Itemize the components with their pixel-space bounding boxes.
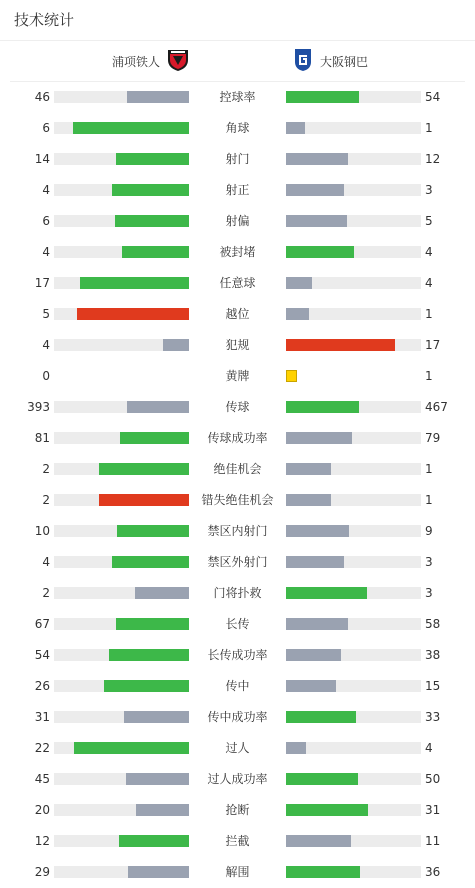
home-bar-fill [163, 339, 189, 351]
home-bar [54, 122, 189, 134]
away-bar [286, 587, 421, 599]
away-value: 79 [425, 431, 441, 445]
gamba-logo-icon [293, 48, 313, 75]
stat-label: 射门 [225, 152, 250, 166]
home-bar [54, 711, 189, 723]
home-bar [54, 184, 189, 196]
away-bar [286, 649, 421, 661]
page-title: 技术统计 [14, 11, 75, 29]
away-value: 11 [425, 834, 441, 848]
away-bar-fill [286, 432, 352, 444]
home-value: 17 [34, 276, 50, 290]
away-bar-fill [286, 246, 354, 258]
stat-label: 过人 [225, 741, 250, 755]
home-team-name: 浦项铁人 [111, 54, 160, 69]
home-value: 10 [34, 524, 50, 538]
away-bar-fill [286, 649, 341, 661]
stat-row [0, 361, 475, 392]
home-value: 5 [42, 307, 50, 321]
away-bar [286, 339, 421, 351]
stat-label: 角球 [225, 121, 250, 135]
stat-label: 传中 [225, 679, 250, 693]
stat-label: 拦截 [225, 834, 250, 848]
away-bar [286, 463, 421, 475]
home-bar-fill [116, 153, 189, 165]
home-bar [54, 618, 189, 630]
stat-label: 射正 [225, 183, 250, 197]
away-bar-fill [286, 866, 360, 878]
away-bar-fill [286, 773, 358, 785]
stat-row [0, 609, 475, 640]
away-bar [286, 618, 421, 630]
away-value: 9 [425, 524, 433, 538]
stat-label: 黄牌 [225, 369, 250, 383]
home-value: 4 [42, 338, 50, 352]
away-bar [286, 215, 421, 227]
home-bar-fill [80, 277, 189, 289]
away-value: 38 [425, 648, 441, 662]
away-value: 1 [425, 462, 433, 476]
home-bar-fill [136, 804, 189, 816]
away-bar [286, 277, 421, 289]
stat-row [0, 702, 475, 733]
home-bar-fill [119, 835, 189, 847]
away-team-name: 大阪钢巴 [320, 54, 369, 69]
away-bar [286, 680, 421, 692]
away-value: 54 [425, 90, 441, 104]
away-bar-fill [286, 153, 348, 165]
stat-row [0, 175, 475, 206]
away-bar [286, 556, 421, 568]
home-value: 0 [42, 369, 50, 383]
away-value: 5 [425, 214, 433, 228]
home-value: 20 [34, 803, 50, 817]
home-bar-fill [74, 742, 189, 754]
away-value: 36 [425, 865, 441, 879]
home-value: 2 [42, 462, 50, 476]
away-bar [286, 401, 421, 413]
away-bar-fill [286, 401, 359, 413]
home-bar-fill [116, 618, 189, 630]
away-bar-fill [286, 308, 309, 320]
home-value: 2 [42, 493, 50, 507]
home-bar-fill [112, 556, 189, 568]
stat-row [0, 764, 475, 795]
home-bar-fill [127, 401, 189, 413]
home-bar-fill [99, 463, 189, 475]
stat-row [0, 113, 475, 144]
away-value: 50 [425, 772, 441, 786]
stat-row [0, 299, 475, 330]
home-bar [54, 432, 189, 444]
stat-row [0, 547, 475, 578]
home-bar [54, 587, 189, 599]
home-team[interactable] [112, 49, 189, 73]
stat-label: 被封堵 [219, 245, 256, 259]
home-value: 31 [34, 710, 50, 724]
home-value: 2 [42, 586, 50, 600]
away-bar [286, 835, 421, 847]
away-bar [286, 122, 421, 134]
home-value: 81 [34, 431, 50, 445]
stat-label: 错失绝佳机会 [201, 493, 274, 507]
away-value: 33 [425, 710, 441, 724]
home-value: 45 [34, 772, 50, 786]
pohang-logo-icon [167, 48, 189, 75]
away-value: 1 [425, 369, 433, 383]
stat-row [0, 237, 475, 268]
away-bar-fill [286, 184, 344, 196]
stat-row [0, 82, 475, 113]
home-value: 393 [27, 400, 50, 414]
stat-row [0, 640, 475, 671]
stat-row [0, 733, 475, 764]
home-value: 67 [34, 617, 50, 631]
stat-label: 过人成功率 [207, 772, 268, 786]
away-bar-fill [286, 277, 312, 289]
home-bar [54, 215, 189, 227]
home-bar [54, 680, 189, 692]
home-bar [54, 773, 189, 785]
stat-row [0, 671, 475, 702]
home-bar-fill [126, 773, 189, 785]
away-bar-fill [286, 494, 331, 506]
stat-label: 传球成功率 [207, 431, 268, 445]
away-bar-fill [286, 463, 331, 475]
stat-row [0, 795, 475, 826]
home-bar-fill [124, 711, 189, 723]
home-bar [54, 804, 189, 816]
home-value: 54 [34, 648, 50, 662]
home-bar [54, 370, 189, 382]
away-bar [286, 866, 421, 878]
away-bar-fill [286, 680, 336, 692]
away-bar [286, 246, 421, 258]
away-value: 467 [425, 400, 448, 414]
home-bar-fill [128, 866, 189, 878]
home-bar [54, 494, 189, 506]
home-bar [54, 246, 189, 258]
away-bar [286, 742, 421, 754]
home-bar-fill [99, 494, 189, 506]
home-bar [54, 556, 189, 568]
stat-row [0, 826, 475, 857]
away-value: 4 [425, 276, 433, 290]
home-bar [54, 649, 189, 661]
away-team[interactable] [293, 49, 368, 73]
home-bar-fill [77, 308, 189, 320]
away-value: 31 [425, 803, 441, 817]
home-bar-fill [135, 587, 189, 599]
away-bar-fill [286, 835, 351, 847]
away-bar [286, 494, 421, 506]
stat-row [0, 330, 475, 361]
away-value: 3 [425, 555, 433, 569]
away-bar-fill [286, 711, 356, 723]
stat-label: 禁区内射门 [207, 524, 268, 538]
away-bar-fill [286, 618, 348, 630]
yellow-card-icon [286, 370, 297, 382]
away-bar-fill [286, 556, 344, 568]
stat-label: 解围 [225, 865, 250, 879]
stat-label: 禁区外射门 [207, 555, 268, 569]
home-bar [54, 153, 189, 165]
home-bar-fill [115, 215, 189, 227]
stat-row [0, 423, 475, 454]
stat-label: 射偏 [225, 214, 250, 228]
stat-label: 门将扑救 [213, 586, 262, 600]
stat-label: 长传成功率 [207, 648, 268, 662]
teams-row [0, 41, 475, 81]
home-value: 4 [42, 183, 50, 197]
stat-row [0, 485, 475, 516]
away-bar [286, 153, 421, 165]
home-value: 12 [34, 834, 50, 848]
away-value: 58 [425, 617, 441, 631]
home-value: 4 [42, 245, 50, 259]
away-bar [286, 432, 421, 444]
away-value: 3 [425, 586, 433, 600]
home-value: 26 [34, 679, 50, 693]
home-bar [54, 742, 189, 754]
home-value: 4 [42, 555, 50, 569]
away-value: 3 [425, 183, 433, 197]
home-bar [54, 401, 189, 413]
away-bar [286, 711, 421, 723]
home-bar [54, 525, 189, 537]
stat-label: 抢断 [225, 803, 250, 817]
home-value: 46 [34, 90, 50, 104]
home-bar [54, 308, 189, 320]
home-bar [54, 91, 189, 103]
away-value: 4 [425, 741, 433, 755]
stat-label: 控球率 [219, 90, 256, 104]
away-bar [286, 773, 421, 785]
home-value: 6 [42, 214, 50, 228]
away-value: 17 [425, 338, 441, 352]
home-value: 14 [34, 152, 50, 166]
away-bar [286, 308, 421, 320]
away-bar-fill [286, 339, 395, 351]
stat-label: 绝佳机会 [213, 462, 262, 476]
away-value: 4 [425, 245, 433, 259]
stat-label: 越位 [225, 307, 250, 321]
stat-label: 任意球 [219, 276, 256, 290]
away-value: 1 [425, 307, 433, 321]
home-bar-fill [122, 246, 190, 258]
home-bar-fill [120, 432, 189, 444]
stat-label: 传球 [225, 400, 250, 414]
away-bar-fill [286, 742, 306, 754]
home-bar-fill [73, 122, 189, 134]
home-bar [54, 277, 189, 289]
home-bar-fill [112, 184, 189, 196]
home-bar-fill [109, 649, 189, 661]
away-value: 1 [425, 493, 433, 507]
away-bar-fill [286, 804, 368, 816]
away-value: 1 [425, 121, 433, 135]
stat-row [0, 268, 475, 299]
home-value: 6 [42, 121, 50, 135]
away-bar-fill [286, 91, 359, 103]
stat-row [0, 206, 475, 237]
stat-label: 传中成功率 [207, 710, 268, 724]
away-bar [286, 184, 421, 196]
stat-label: 犯规 [225, 338, 250, 352]
home-bar [54, 339, 189, 351]
away-value: 12 [425, 152, 441, 166]
away-bar-fill [286, 122, 305, 134]
home-bar [54, 866, 189, 878]
stat-row [0, 454, 475, 485]
stat-row [0, 516, 475, 547]
stat-row [0, 144, 475, 175]
home-value: 22 [34, 741, 50, 755]
home-bar [54, 835, 189, 847]
home-bar-fill [117, 525, 189, 537]
away-bar-fill [286, 215, 347, 227]
home-bar-fill [127, 91, 189, 103]
stat-label: 长传 [225, 617, 250, 631]
away-bar-fill [286, 525, 349, 537]
away-value: 15 [425, 679, 441, 693]
stat-row [0, 857, 475, 888]
away-bar-fill [286, 587, 367, 599]
away-bar [286, 525, 421, 537]
home-value: 29 [34, 865, 50, 879]
away-bar [286, 91, 421, 103]
stats-list [0, 82, 475, 888]
away-bar [286, 370, 421, 382]
stat-row [0, 578, 475, 609]
stat-row [0, 392, 475, 423]
home-bar [54, 463, 189, 475]
home-bar-fill [104, 680, 189, 692]
away-bar [286, 804, 421, 816]
